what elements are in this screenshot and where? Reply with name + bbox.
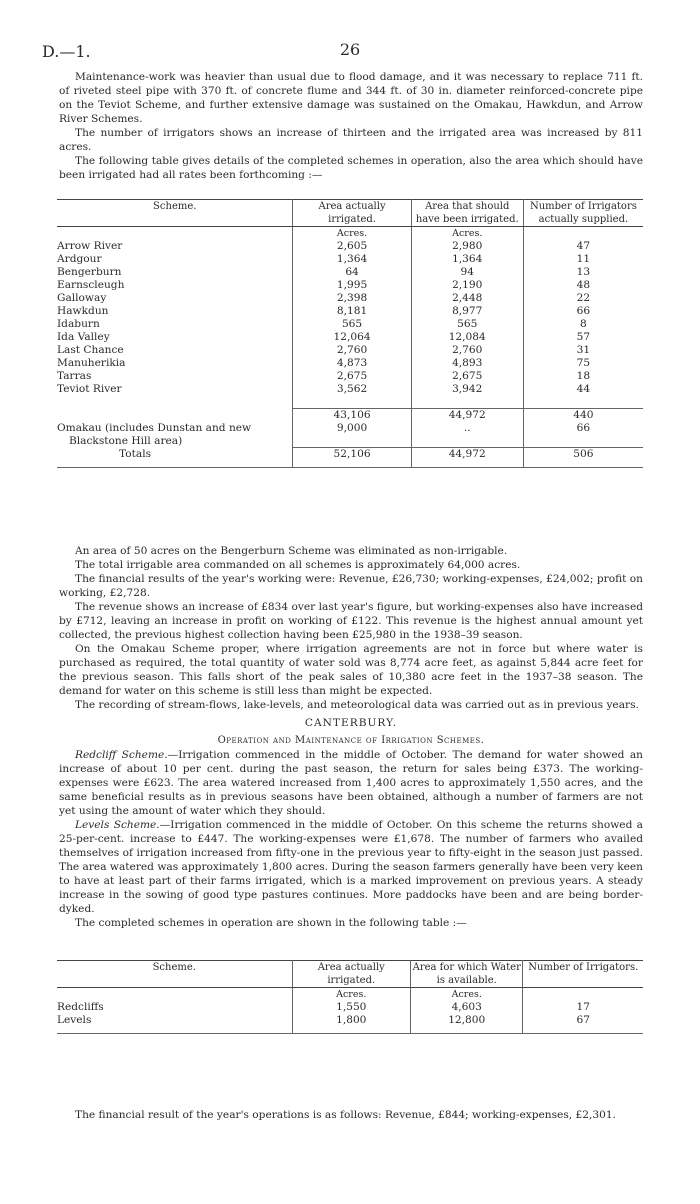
units-label: Acres.: [292, 988, 410, 1002]
table-row: [57, 318, 643, 331]
scheme-name: Hawkdun: [57, 305, 109, 317]
cell-should: 8,977: [411, 305, 523, 318]
scheme-text: —Irrigation commenced in the middle of October. The demand for water showed an increase of about 10 per cent. during the past season, the return for sales being £373. The working-expenses were £623. The area watered increased from 1,400 acres to approximately 1,550 acres, and the same beneficial results as in previous seasons have been obtained, although a number of farmers are not yet using the amount of water which they should.: [59, 749, 643, 817]
cell-irrigators: 22: [523, 292, 643, 305]
table-row: [57, 370, 643, 383]
paragraph: The number of irrigators shows an increase of thirteen and the irrigated area was increased by 811 acres.: [59, 127, 643, 153]
section-subheading: Operation and Maintenance of Irrigation Schemes.: [217, 735, 485, 746]
cell-should: 2,448: [411, 292, 523, 305]
scheme-name: Redcliffs: [57, 1001, 104, 1013]
scheme-name: Teviot River: [57, 383, 122, 395]
table-row: [57, 253, 643, 266]
table-row: [57, 1014, 643, 1027]
paragraph: The financial result of the year's operations is as follows: Revenue, £844; working-expenses, £2,301.: [75, 1109, 616, 1121]
cell-irrigators: 66: [523, 305, 643, 318]
paragraph: The following table gives details of the completed schemes in operation, also the area which should have been irrigated had all rates been forthcoming :—: [59, 155, 643, 181]
paragraph: The total irrigable area commanded on all schemes is approximately 64,000 acres.: [75, 559, 521, 571]
cell-should: 2,980: [411, 240, 523, 253]
scheme-name: Galloway: [57, 292, 107, 304]
col-header-actual: Area actually irrigated.: [293, 200, 411, 227]
paragraph: The recording of stream-flows, lake-levels, and meteorological data was carried out as in previous years.: [75, 699, 639, 711]
cell-irrigators: 47: [523, 240, 643, 253]
cell-actual: 2,760: [293, 344, 411, 357]
cell-actual: 565: [293, 318, 411, 331]
canterbury-schemes-table: [57, 960, 643, 1034]
cell-actual: 3,562: [293, 383, 411, 396]
cell-actual: 4,873: [293, 357, 411, 370]
paragraph: Maintenance-work was heavier than usual due to flood damage, and it was necessary to replace 711 ft. of riveted steel pipe with 370 ft. of concrete flume and 344 ft. of 30 in. diameter reinforced-concrete pipe on the Teviot Scheme, and further extensive damage was sustained on the Omakau, Hawkdun, and Arrow River Schemes.: [59, 71, 643, 125]
cell-should: 94: [411, 266, 523, 279]
col-header-scheme: Scheme.: [57, 200, 293, 227]
cell-actual: 2,398: [293, 292, 411, 305]
cell-irrigators: 75: [523, 357, 643, 370]
cell-irrigators: 18: [523, 370, 643, 383]
cell-irrigators: 31: [523, 344, 643, 357]
paragraph: [59, 748, 643, 818]
col-header-should: Area that should have been irrigated.: [411, 200, 523, 227]
col-header-scheme: Scheme.: [57, 961, 292, 988]
footer-paragraph: [59, 1108, 643, 1122]
table-row: [57, 279, 643, 292]
totals-row: [57, 448, 643, 462]
cell-should: 2,675: [411, 370, 523, 383]
scheme-text: —Irrigation commenced in the middle of October. On this scheme the returns showed a 25-per-cent. increase to £447. The working-expenses were £1,678. The number of farmers who availed themselves of irrigation increased from fifty-one in the previous year to fifty-eight in the season just passed. The area watered was approximately 1,800 acres. During the season farmers generally have been very keen to have at least part of their farms irrigated, which is a marked improvement on previous years. A steady increase in the sowing of good type pastures continues. More paddocks have been and are being border-dyked.: [59, 819, 643, 915]
cell-actual: 2,605: [293, 240, 411, 253]
cell-actual: 12,064: [293, 331, 411, 344]
total-should: 44,972: [411, 448, 523, 462]
scheme-name: Manuherikia: [57, 357, 126, 369]
cell-available: 12,800: [410, 1014, 523, 1027]
scheme-title: Redcliff Scheme.: [75, 749, 168, 761]
cell-should: 2,760: [411, 344, 523, 357]
cell-actual: 1,800: [292, 1014, 410, 1027]
scheme-name: Tarras: [57, 370, 92, 382]
cell-actual: 1,995: [293, 279, 411, 292]
results-section: [59, 544, 643, 930]
table-row: [57, 240, 643, 253]
total-irrigators: 506: [523, 448, 643, 462]
cell-should: ..: [411, 422, 523, 435]
total-actual: 52,106: [293, 448, 411, 462]
subtotal-actual: 43,106: [293, 408, 411, 422]
table-row: [57, 292, 643, 305]
scheme-name: Arrow River: [57, 240, 123, 252]
cell-irrigators: 67: [523, 1014, 643, 1027]
page-number: 26: [339, 40, 361, 59]
cell-actual: 1,550: [292, 1001, 410, 1014]
cell-should: 3,942: [411, 383, 523, 396]
cell-irrigators: 11: [523, 253, 643, 266]
cell-irrigators: 13: [523, 266, 643, 279]
paragraph: The financial results of the year's working were: Revenue, £26,730; working-expenses, £24,002; profit on working, £2,728.: [59, 573, 643, 599]
paragraph: The revenue shows an increase of £834 over last year's figure, but working-expenses also have increased by £712, leaving an increase in profit on working of £122. This revenue is the highest annual amount yet collected, the previous highest collection having been £25,980 in the 1938–39 season.: [59, 601, 643, 641]
omakau-label-cont: Blackstone Hill area): [69, 434, 183, 447]
subtotal-irrigators: 440: [523, 408, 643, 422]
subtotal-row: [57, 408, 643, 422]
cell-actual: 8,181: [293, 305, 411, 318]
cell-actual: 2,675: [293, 370, 411, 383]
scheme-name: Idaburn: [57, 318, 100, 330]
cell-irrigators: 66: [523, 422, 643, 435]
cell-should: 565: [411, 318, 523, 331]
table-row: [57, 305, 643, 318]
cell-actual: 1,364: [293, 253, 411, 266]
table-row: [57, 1001, 643, 1014]
cell-should: 2,190: [411, 279, 523, 292]
document-reference: D.—1.: [42, 42, 91, 61]
units-label: Acres.: [410, 988, 523, 1002]
col-header-irrigators: Number of Irrigators actually supplied.: [523, 200, 643, 227]
paragraph: On the Omakau Scheme proper, where irrigation agreements are not in force but where water is purchased as required, the total quantity of water sold was 8,774 acre feet, as against 5,844 acre feet for the previous season. This falls short of the peak sales of 10,380 acre feet in the 1937–38 season. The demand for water on this scheme is still less than might be expected.: [59, 643, 643, 697]
scheme-name: Levels: [57, 1014, 92, 1026]
units-label: Acres.: [411, 227, 523, 241]
scheme-name: Earnscleugh: [57, 279, 125, 291]
scheme-name: Ida Valley: [57, 331, 110, 343]
scheme-name: Last Chance: [57, 344, 124, 356]
cell-irrigators: 17: [523, 1001, 643, 1014]
section-heading: CANTERBURY.: [304, 717, 398, 729]
intro-section: [59, 70, 643, 182]
omakau-label: Omakau (includes Dunstan and new: [57, 421, 252, 434]
cell-irrigators: 8: [523, 318, 643, 331]
table-row: [57, 331, 643, 344]
subtotal-should: 44,972: [411, 408, 523, 422]
col-header-available: Area for which Water is available.: [410, 961, 523, 988]
cell-actual: 64: [293, 266, 411, 279]
col-header-actual: Area actually irrigated.: [292, 961, 410, 988]
totals-label: Totals: [119, 447, 152, 460]
col-header-irrigators: Number of Irrigators.: [523, 961, 643, 988]
otago-schemes-table: [57, 199, 643, 468]
paragraph: An area of 50 acres on the Bengerburn Scheme was eliminated as non-irrigable.: [75, 545, 508, 557]
cell-should: 12,084: [411, 331, 523, 344]
scheme-name: Ardgour: [57, 253, 102, 265]
scheme-name: Bengerburn: [57, 266, 122, 278]
scheme-title: Levels Scheme.: [75, 819, 160, 831]
table-row: [57, 266, 643, 279]
units-label: Acres.: [293, 227, 411, 241]
paragraph: [59, 818, 643, 916]
cell-available: 4,603: [410, 1001, 523, 1014]
omakau-row: [57, 422, 643, 435]
cell-should: 4,893: [411, 357, 523, 370]
cell-should: 1,364: [411, 253, 523, 266]
table-row: [57, 344, 643, 357]
table-row: [57, 383, 643, 396]
paragraph: The completed schemes in operation are shown in the following table :—: [75, 917, 467, 929]
cell-actual: 9,000: [293, 422, 411, 435]
cell-irrigators: 44: [523, 383, 643, 396]
cell-irrigators: 48: [523, 279, 643, 292]
table-row: [57, 357, 643, 370]
cell-irrigators: 57: [523, 331, 643, 344]
